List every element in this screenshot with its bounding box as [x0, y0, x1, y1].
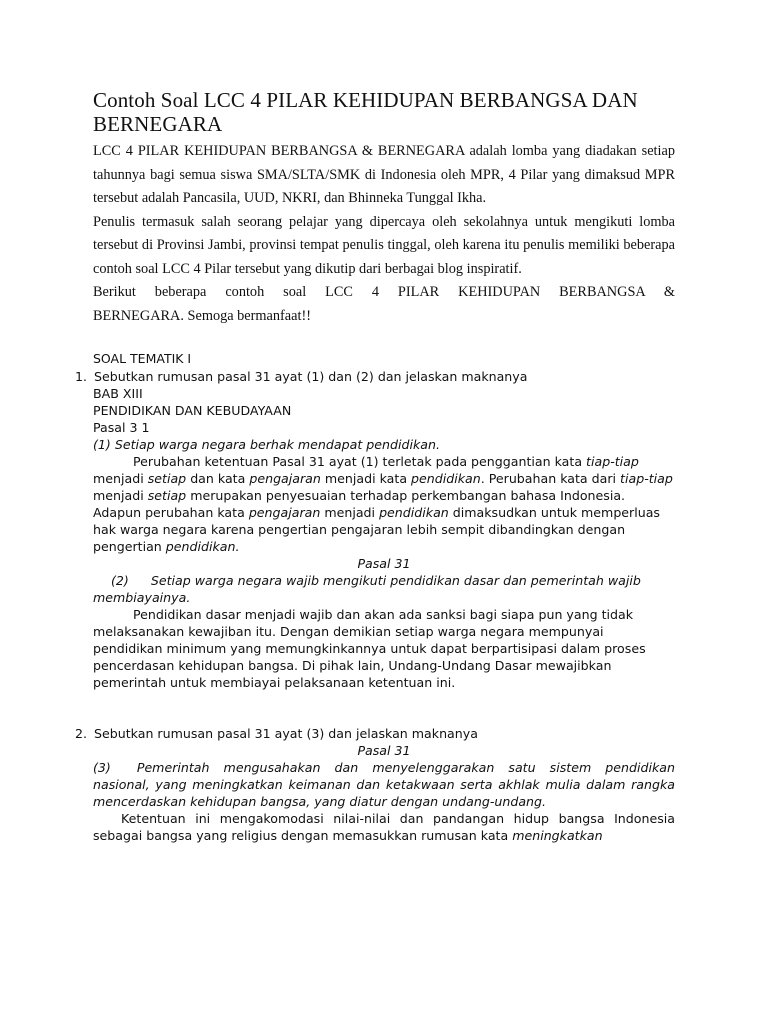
ayat-3-explanation — [93, 810, 675, 844]
ayat-3-text — [93, 759, 675, 810]
intro-paragraph-1 — [93, 140, 675, 211]
ayat-3-body: Pemerintah mengusahakan dan menyelenggarakan satu sistem pendidikan nasional, yang meningkatkan keimanan dan ketakwaan serta akhlak mulia dalam rangka mencerdaskan kehidupan bangsa, yang diatur dengan undang-undang. — [93, 760, 675, 809]
intro-lead: LCC 4 PILAR KEHIDUPAN BERBANGSA & BERNEGARA — [93, 143, 465, 159]
intro-p1-rest: adalah lomba yang diadakan setiap tahunnya bagi semua siswa SMA/SLTA/SMK di Indonesia oleh MPR, 4 Pilar yang dimaksud MPR tersebut adalah Pancasila, UUD, NKRI, dan Bhinneka Tunggal Ikha. — [93, 143, 675, 206]
question-1-heading — [75, 368, 675, 385]
spacer — [93, 691, 675, 725]
expl1-o: menjadi — [320, 505, 380, 520]
expl1-a: Perubahan ketentuan Pasal 31 ayat (1) terletak pada penggantian kata — [133, 454, 587, 469]
expl1-j: tiap-tiap — [620, 471, 673, 486]
ayat-1-explanation — [93, 453, 675, 555]
expl1-e: dan kata — [186, 471, 250, 486]
expl1-r: pendidikan. — [165, 539, 240, 554]
intro-paragraph-3-line2: BERNEGARA. Semoga bermanfaat!! — [93, 307, 311, 324]
expl1-f: pengajaran — [249, 471, 321, 486]
expl1-q: dimaksudkan untuk memperluas hak warga negara karena pengertian pengajaran lebih sempit dibandingkan dengan pengertian — [93, 505, 660, 554]
ayat-2-text — [93, 572, 675, 606]
question-2-text: Sebutkan rumusan pasal 31 ayat (3) dan jelaskan maknanya — [94, 726, 478, 741]
ayat-1-text: (1) Setiap warga negara berhak mendapat pendidikan. — [93, 437, 440, 452]
ayat-3-number: (3) — [93, 760, 111, 775]
expl1-c: menjadi — [93, 471, 148, 486]
bab-label: BAB XIII — [93, 386, 143, 401]
expl1-m: merupakan penyesuaian terhadap perkembangan bahasa Indonesia. Adapun perubahan kata — [93, 488, 626, 520]
question-1-number: 1. — [75, 369, 88, 384]
ayat-2-explanation: Pendidikan dasar menjadi wajib dan akan ada sanksi bagi siapa pun yang tidak melaksanakan kewajiban itu. Dengan demikian setiap warga negara mempunyai pendidikan minimum yang memungkinkannya untuk dapat berpartisipasi dalam proses pencerdasan kehidupan bangsa. Di pihak lain, Undang-Undang Dasar mewajibkan pemerintah untuk membiayai pelaksanaan ketentuan ini. — [93, 607, 646, 690]
expl1-i: . Perubahan kata dari — [480, 471, 621, 486]
expl1-n: pengajaran — [248, 505, 321, 520]
intro-paragraph-3-line1: Berikut beberapa contoh soal LCC 4 PILAR KEHIDUPAN BERBANGSA & — [93, 284, 675, 300]
ayat-3-expl-a: Ketentuan ini mengakomodasi nilai-nilai dan pandangan hidup bangsa Indonesia sebagai bangsa yang religius dengan memasukkan rumusan kata — [93, 811, 675, 843]
expl1-b: tiap-tiap — [586, 454, 639, 469]
pasal-31-heading-2: Pasal 31 — [357, 743, 411, 758]
question-1 — [75, 368, 675, 691]
pasal-31-heading: Pasal 31 — [357, 556, 411, 571]
bab-title: PENDIDIKAN DAN KEBUDAYAAN — [93, 403, 292, 418]
ayat-2-number: (2) — [111, 573, 129, 588]
ayat-3-expl-b: meningkatkan — [512, 828, 603, 843]
question-2 — [75, 725, 675, 844]
intro-paragraph-2: Penulis termasuk salah seorang pelajar yang dipercaya oleh sekolahnya untuk mengikuti lomba tersebut di Provinsi Jambi, provinsi tempat penulis tinggal, oleh karena itu penulis memiliki beberapa contoh soal LCC 4 Pilar tersebut yang dikutip dari berbagai blog inspiratif. — [93, 213, 675, 277]
expl1-g: menjadi kata — [320, 471, 412, 486]
question-2-number: 2. — [75, 726, 88, 741]
question-2-heading — [75, 725, 675, 742]
ayat-2-body: Setiap warga negara wajib mengikuti pendidikan dasar dan pemerintah wajib membiayainya. — [93, 573, 641, 605]
expl1-h: pendidikan — [411, 471, 481, 486]
expl1-k: menjadi — [93, 488, 148, 503]
question-1-text: Sebutkan rumusan pasal 31 ayat (1) dan (2) dan jelaskan maknanya — [94, 369, 528, 384]
expl1-l: setiap — [147, 488, 187, 503]
document-title: Contoh Soal LCC 4 PILAR KEHIDUPAN BERBANGSA DAN BERNEGARA — [93, 88, 638, 136]
intro-section — [93, 140, 675, 328]
section-title: SOAL TEMATIK I — [93, 351, 192, 366]
pasal-label: Pasal 3 1 — [93, 420, 150, 435]
document-page — [75, 88, 675, 844]
expl1-d: setiap — [147, 471, 187, 486]
expl1-p: pendidikan — [379, 505, 449, 520]
